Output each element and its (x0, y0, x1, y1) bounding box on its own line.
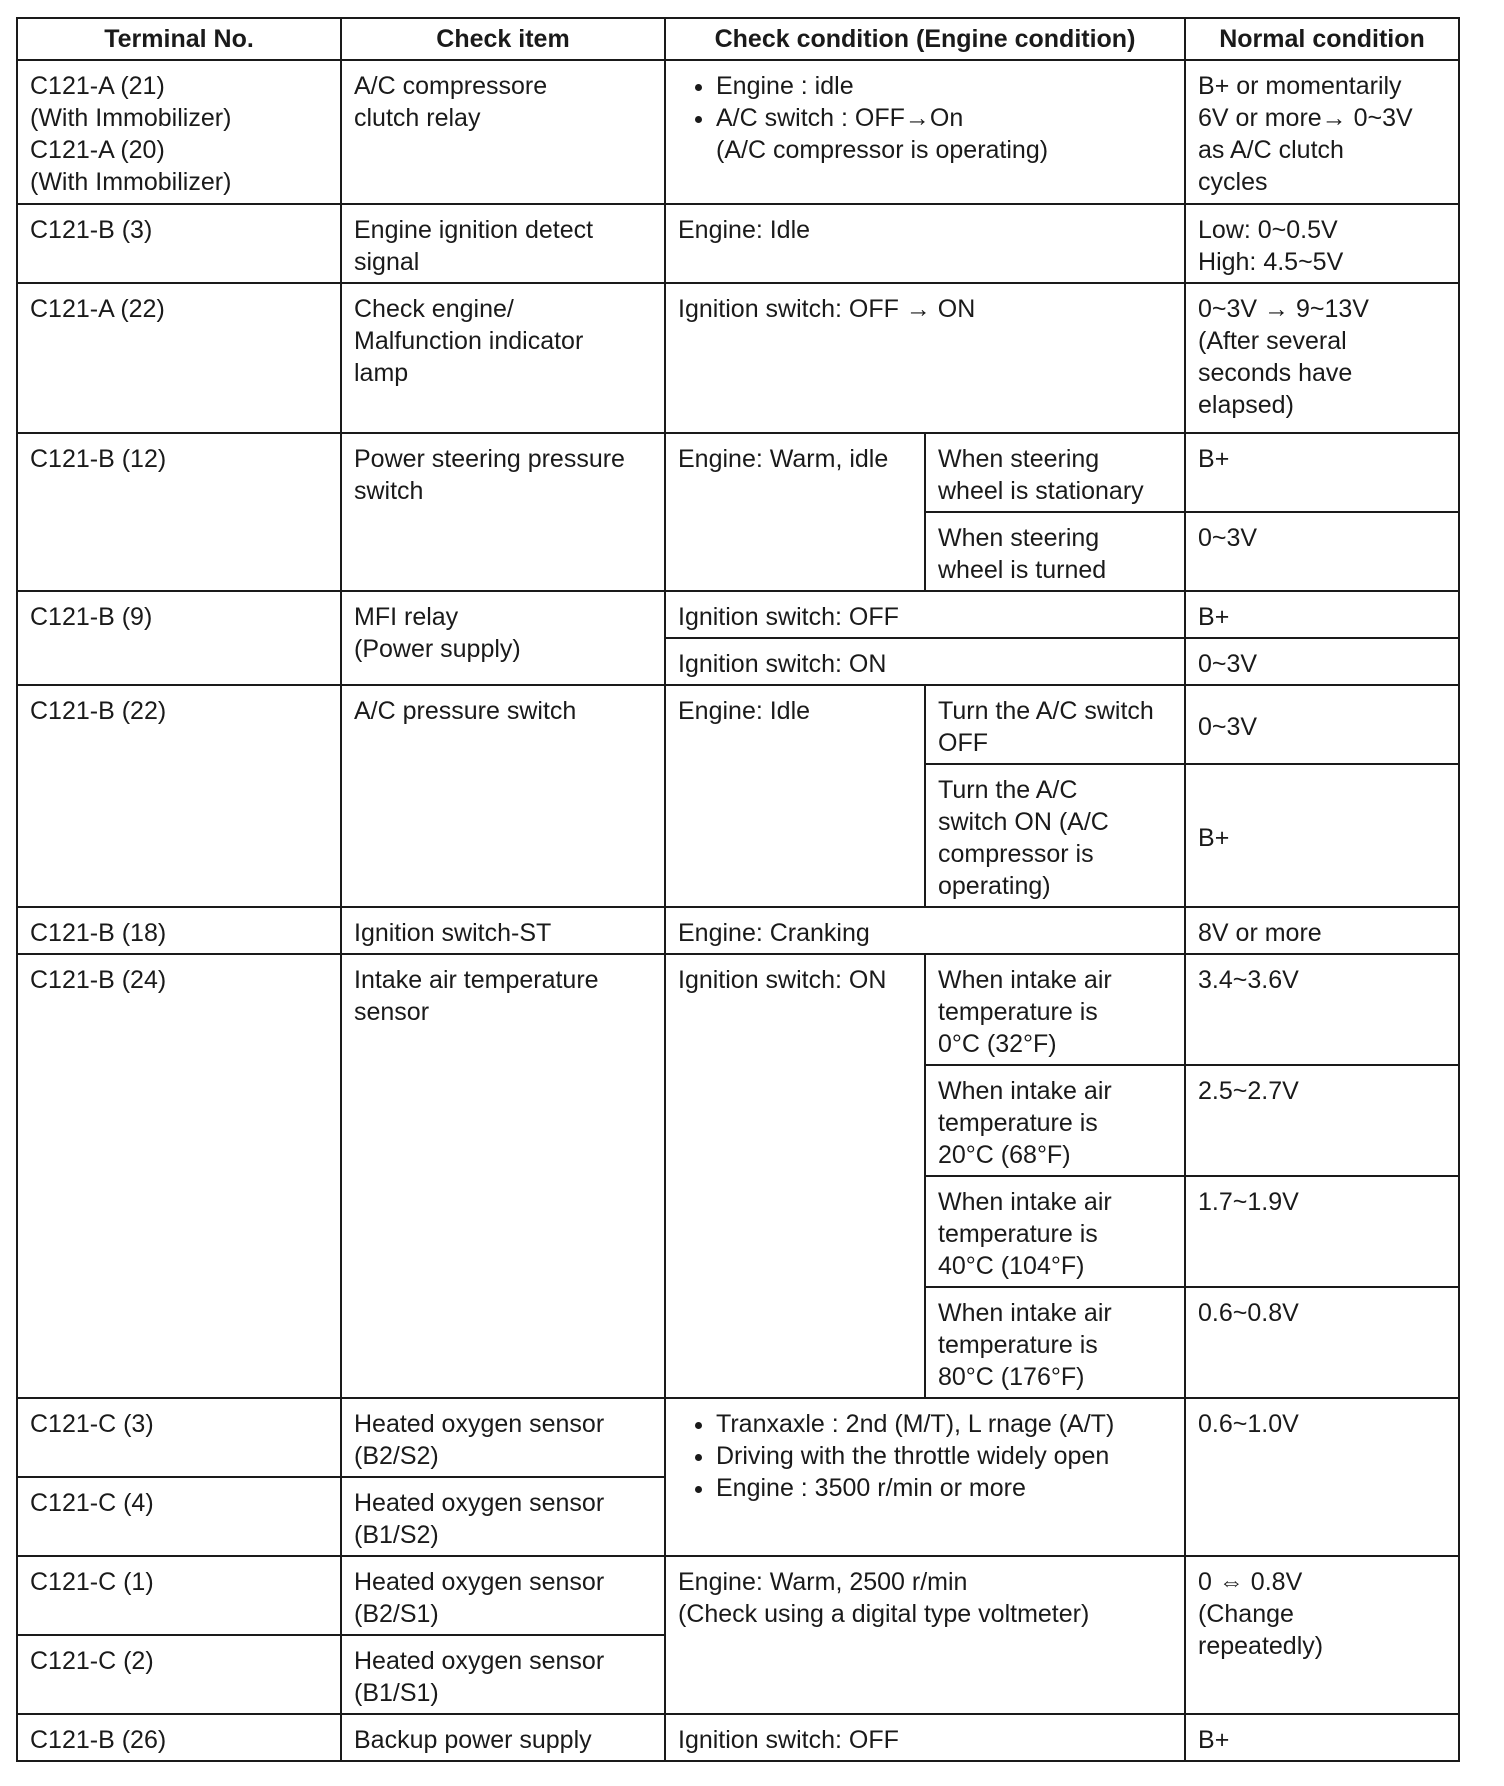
terminal-cell: C121-B (22) (17, 685, 341, 907)
check-item-line: Intake air temperature (354, 966, 599, 994)
check-condition-cell (665, 1398, 1185, 1556)
check-item-line: Check engine/ (354, 295, 514, 323)
terminal-line: (With Immobilizer) (30, 104, 232, 132)
terminal-cell (17, 60, 341, 204)
check-condition-cell: Engine: Idle (665, 204, 1185, 283)
condition-line: Engine: Warm, 2500 r/min (678, 1568, 968, 1596)
check-condition-cell: Engine: Idle (665, 685, 925, 907)
terminal-cell: C121-B (24) (17, 954, 341, 1398)
terminal-check-table (16, 17, 1460, 1762)
check-item-cell (341, 1477, 665, 1556)
sub-condition-cell (925, 512, 1185, 591)
check-condition-cell (665, 1556, 1185, 1714)
normal-line: High: 4.5~5V (1198, 248, 1344, 276)
sub-condition-line: 0°C (32°F) (938, 1030, 1057, 1058)
terminal-cell: C121-B (18) (17, 907, 341, 954)
check-item-cell (341, 1635, 665, 1714)
normal-condition-cell: B+ (1185, 1714, 1459, 1761)
header-row (17, 18, 1459, 60)
check-item-line: (B2/S2) (354, 1442, 439, 1470)
check-item-line: lamp (354, 359, 409, 387)
sub-condition-line: When intake air (938, 1299, 1112, 1327)
normal-condition-cell: 3.4~3.6V (1185, 954, 1459, 1065)
check-item-cell (341, 1556, 665, 1635)
table-row (17, 907, 1459, 954)
check-item-cell (341, 1398, 665, 1477)
table-row (17, 433, 1459, 512)
table-row (17, 685, 1459, 764)
normal-line: 0 ⇔ 0.8V (1198, 1568, 1303, 1596)
normal-line: 6V or more→ 0~3V (1198, 104, 1413, 132)
sub-condition-line: 40°C (104°F) (938, 1252, 1085, 1280)
sub-condition-line: 20°C (68°F) (938, 1141, 1071, 1169)
check-item-cell (341, 433, 665, 591)
check-item-line: signal (354, 248, 420, 276)
check-item-line: (B1/S1) (354, 1679, 439, 1707)
normal-condition-cell: 0.6~0.8V (1185, 1287, 1459, 1398)
normal-line: repeatedly) (1198, 1632, 1324, 1660)
table-row (17, 1398, 1459, 1477)
terminal-cell: C121-C (2) (17, 1635, 341, 1714)
sub-condition-line: operating) (938, 872, 1051, 900)
check-item-cell: Backup power supply (341, 1714, 665, 1761)
header-check-condition: Check condition (Engine condition) (665, 18, 1185, 60)
table-row (17, 60, 1459, 204)
condition-bullet: • Engine : idle (716, 70, 1172, 102)
condition-bullet: • Driving with the throttle widely open (716, 1440, 1172, 1472)
check-item-line: A/C compressore (354, 72, 548, 100)
normal-condition-cell: 8V or more (1185, 907, 1459, 954)
check-condition-cell: Ignition switch: OFF → ON (665, 283, 1185, 433)
sub-condition-line: When intake air (938, 966, 1112, 994)
check-condition-cell (665, 60, 1185, 204)
header-check-item: Check item (341, 18, 665, 60)
table-row (17, 204, 1459, 283)
sub-condition-cell (925, 954, 1185, 1065)
check-item-cell (341, 591, 665, 685)
sub-condition-line: temperature is (938, 1220, 1098, 1248)
normal-condition-cell: B+ (1185, 433, 1459, 512)
check-item-line: MFI relay (354, 603, 459, 631)
sub-condition-line: When intake air (938, 1188, 1112, 1216)
check-condition-cell: Engine: Cranking (665, 907, 1185, 954)
sub-condition-cell (925, 433, 1185, 512)
sub-condition-line: temperature is (938, 1331, 1098, 1359)
normal-condition-cell: B+ (1185, 764, 1459, 907)
check-item-cell (341, 60, 665, 204)
check-item-line: Heated oxygen sensor (354, 1568, 605, 1596)
normal-line: as A/C clutch (1198, 136, 1344, 164)
check-item-line: (B2/S1) (354, 1600, 439, 1628)
normal-line: (Change (1198, 1600, 1294, 1628)
normal-condition-cell (1185, 60, 1459, 204)
sub-condition-line: wheel is stationary (938, 477, 1144, 505)
sub-condition-line: Turn the A/C (938, 776, 1078, 804)
sub-condition-line: compressor is (938, 840, 1094, 868)
check-item-line: (B1/S2) (354, 1521, 439, 1549)
check-item-line: Power steering pressure (354, 445, 625, 473)
table-row (17, 954, 1459, 1065)
normal-condition-cell: 1.7~1.9V (1185, 1176, 1459, 1287)
check-item-line: sensor (354, 998, 430, 1026)
check-item-cell: Ignition switch-ST (341, 907, 665, 954)
sub-condition-cell (925, 764, 1185, 907)
table-row (17, 283, 1459, 433)
sub-condition-line: wheel is turned (938, 556, 1107, 584)
check-item-cell (341, 283, 665, 433)
sub-condition-line: When intake air (938, 1077, 1112, 1105)
check-item-line: switch (354, 477, 424, 505)
check-item-line: Heated oxygen sensor (354, 1489, 605, 1517)
sub-condition-line: OFF (938, 729, 988, 757)
condition-bullet: • Tranxaxle : 2nd (M/T), L rnage (A/T) (716, 1408, 1172, 1440)
normal-condition-cell (1185, 204, 1459, 283)
normal-line: Low: 0~0.5V (1198, 216, 1338, 244)
condition-bullet: • Engine : 3500 r/min or more (716, 1472, 1172, 1504)
check-item-line: Engine ignition detect (354, 216, 594, 244)
normal-line: (After several (1198, 327, 1347, 355)
terminal-cell: C121-B (12) (17, 433, 341, 591)
check-condition-cell: Ignition switch: OFF (665, 1714, 1185, 1761)
check-item-cell: A/C pressure switch (341, 685, 665, 907)
normal-condition-cell (1185, 1556, 1459, 1714)
check-condition-cell: Ignition switch: ON (665, 638, 1185, 685)
header-terminal-no: Terminal No. (17, 18, 341, 60)
normal-condition-cell: 0~3V (1185, 512, 1459, 591)
terminal-cell: C121-A (22) (17, 283, 341, 433)
normal-line: seconds have (1198, 359, 1353, 387)
sub-condition-line: When steering (938, 524, 1100, 552)
terminal-line: C121-A (20) (30, 136, 165, 164)
sub-condition-cell (925, 1065, 1185, 1176)
check-condition-cell: Engine: Warm, idle (665, 433, 925, 591)
sub-condition-line: When steering (938, 445, 1100, 473)
sub-condition-cell (925, 1287, 1185, 1398)
normal-condition-cell: 0~3V (1185, 638, 1459, 685)
sub-condition-line: switch ON (A/C (938, 808, 1109, 836)
terminal-cell: C121-C (1) (17, 1556, 341, 1635)
normal-line: elapsed) (1198, 391, 1294, 419)
sub-condition-line: Turn the A/C switch (938, 697, 1154, 725)
normal-condition-cell: 0.6~1.0V (1185, 1398, 1459, 1556)
check-item-cell (341, 204, 665, 283)
terminal-cell: C121-B (26) (17, 1714, 341, 1761)
terminal-line: C121-A (21) (30, 72, 165, 100)
normal-condition-cell (1185, 283, 1459, 433)
check-condition-cell: Ignition switch: OFF (665, 591, 1185, 638)
sub-condition-line: temperature is (938, 1109, 1098, 1137)
normal-line: B+ or momentarily (1198, 72, 1402, 100)
normal-condition-cell: 0~3V (1185, 685, 1459, 764)
sub-condition-line: temperature is (938, 998, 1098, 1026)
check-item-line: clutch relay (354, 104, 481, 132)
normal-line: 0~3V → 9~13V (1198, 295, 1369, 323)
normal-condition-cell: 2.5~2.7V (1185, 1065, 1459, 1176)
check-condition-cell: Ignition switch: ON (665, 954, 925, 1398)
condition-note: (A/C compressor is operating) (716, 136, 1049, 164)
terminal-cell: C121-B (9) (17, 591, 341, 685)
check-item-line: Malfunction indicator (354, 327, 584, 355)
sub-condition-cell (925, 685, 1185, 764)
check-item-line: Heated oxygen sensor (354, 1647, 605, 1675)
terminal-cell: C121-B (3) (17, 204, 341, 283)
check-item-line: Heated oxygen sensor (354, 1410, 605, 1438)
normal-line: cycles (1198, 168, 1268, 196)
table-row (17, 1556, 1459, 1635)
condition-line: (Check using a digital type voltmeter) (678, 1600, 1090, 1628)
terminal-line: (With Immobilizer) (30, 168, 232, 196)
condition-bullet: • A/C switch : OFF→On (716, 102, 1172, 134)
check-item-cell (341, 954, 665, 1398)
table-row (17, 1714, 1459, 1761)
terminal-cell: C121-C (3) (17, 1398, 341, 1477)
normal-condition-cell: B+ (1185, 591, 1459, 638)
check-item-line: (Power supply) (354, 635, 521, 663)
terminal-cell: C121-C (4) (17, 1477, 341, 1556)
table-row (17, 591, 1459, 638)
sub-condition-line: 80°C (176°F) (938, 1363, 1085, 1391)
header-normal-condition: Normal condition (1185, 18, 1459, 60)
sub-condition-cell (925, 1176, 1185, 1287)
